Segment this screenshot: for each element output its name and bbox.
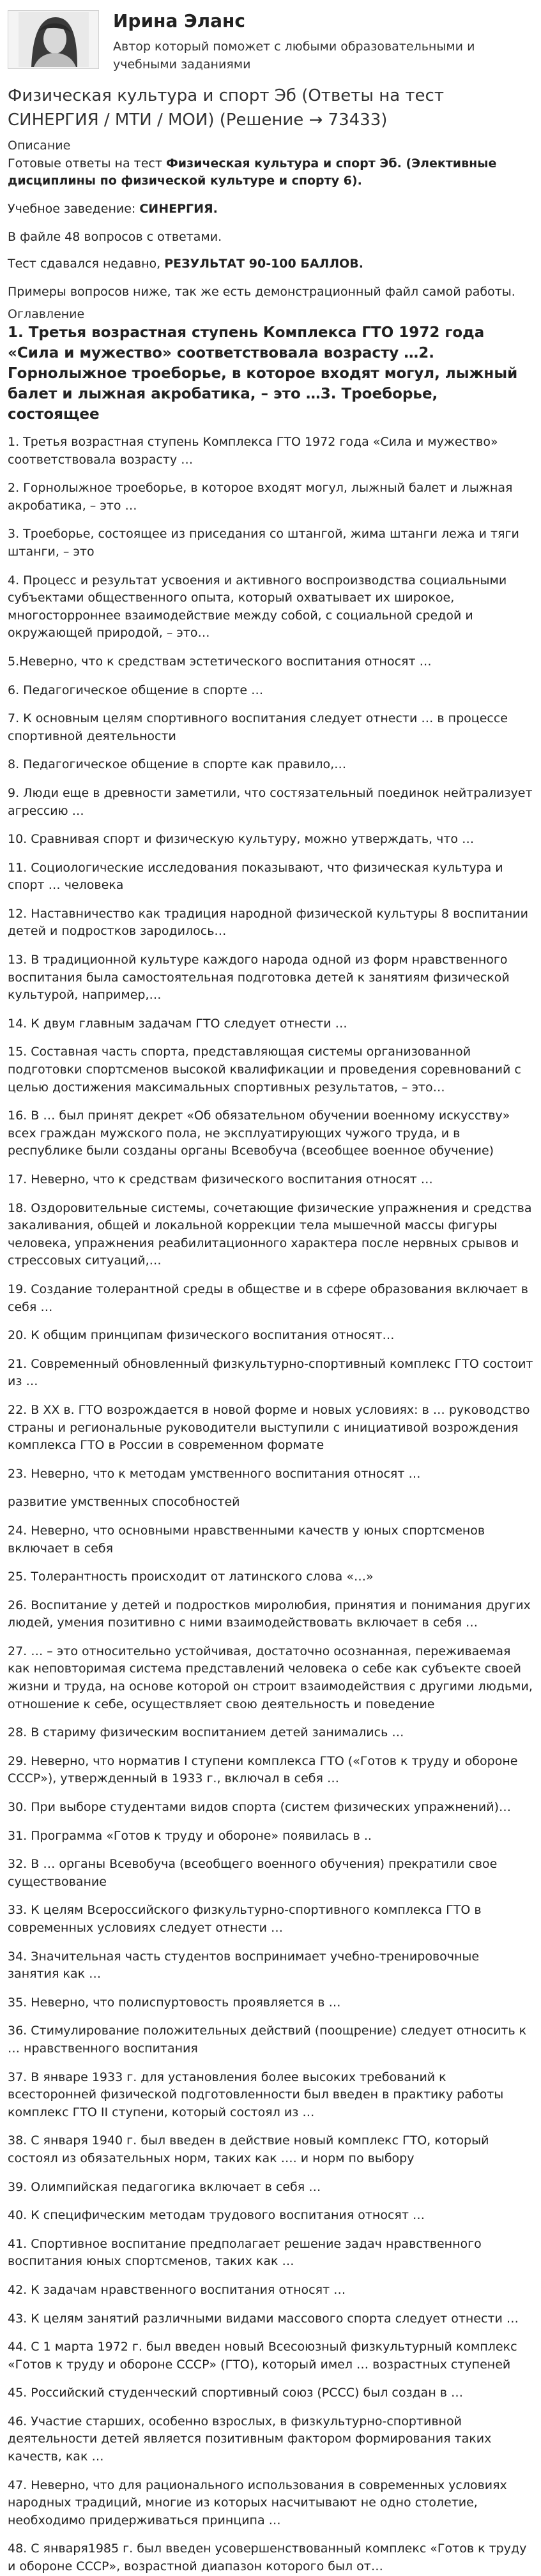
list-item: 22. В XX в. ГТО возрождается в новой форме и новых условиях: в … руководство страны и региональные руководители выступили с инициативой возрождения комплекса ГТО в России в современном формате: [8, 1402, 530, 1453]
toc-text: 1. Третья возрастная ступень Комплекса ГТО 1972 года «Сила и мужество» соответствовала возрасту …2. Горнолыжное троеборье, в которое входят могул, лыжный балет и лыжная акробатика, – это …3. Троеборье, состоящее: [8, 324, 518, 423]
question-list: [8, 434, 533, 2576]
list-item: 32. В … органы Всевобуча (всеобщего военного обучения) прекратили свое существование: [8, 1857, 498, 1889]
list-item: 45. Российский студенческий спортивный союз (РССС) был создан в …: [8, 2386, 464, 2400]
intro-description: [8, 155, 533, 190]
avatar-portrait-icon: [19, 12, 89, 67]
list-item: 9. Люди еще в древности заметили, что состязательный поединок нейтрализует агрессию …: [8, 785, 533, 818]
author-info: [113, 9, 509, 73]
list-item: 4. Процесс и результат усвоения и активного воспроизводства социальными субъектами общественного опыта, который охватывает их широкое, многосторроннее взаимодействие между собой, с социальной средой и окружающей природой, – это…: [8, 573, 507, 640]
list-item: 26. Воспитание у детей и подростков миролюбия, принятия и понимания других людей, умения позитивно с ними взаимодействовать включает в себя …: [8, 1598, 531, 1630]
list-item: 40. К специфическим методам трудового воспитания относят …: [8, 2208, 425, 2223]
list-item: 27. … – это относительно устойчивая, достаточно осознанная, переживаемая как неповторимая система представлений человека о себе как субъекте своей жизни и труда, на основе которой он строит взаимодействия с другими людьми, отношение к себе, осуществляет свою деятельность и поведение: [8, 1644, 533, 1711]
list-item: 41. Спортивное воспитание предполагает решение задач нравственного воспитания юных спортсменов, таких как …: [8, 2236, 482, 2269]
list-item: 48. С января1985 г. был введен усовершенствованный комплекс «Готов к труду и обороне СССР», возрастной диапазон которого был от…: [8, 2542, 527, 2574]
page-title: Физическая культура и спорт Эб (Ответы на тест СИНЕРГИЯ / МТИ / МОИ) (Решение → 73433): [8, 86, 444, 130]
list-item: 42. К задачам нравственного воспитания относят …: [8, 2282, 346, 2297]
list-item: 47. Неверно, что для рационального использования в современных условиях народных традиций, многие из которых насчитывают не одно столетие, необходимо придерживаться принципа …: [8, 2478, 507, 2527]
list-item: 7. К основным целям спортивного воспитания следует отнести … в процессе спортивной деятельности: [8, 711, 508, 743]
author-bio: Автор который поможет с любыми образовательными и учебными заданиями: [113, 40, 475, 72]
list-item: 24. Неверно, что основными нравственными качеств у юных спортсменов включает в себя: [8, 1523, 485, 1556]
intro-count: В файле 48 вопросов с ответами.: [8, 230, 222, 244]
list-item: 16. В … был принят декрет «Об обязательном обучении военному искусству» всех граждан мужского пола, не эксплуатирующих чужого труда, и в республике были созданы органы Всевобуча (всеобщее военное обучение): [8, 1109, 510, 1158]
list-item: 2. Горнолыжное троеборье, в которое входят могул, лыжный балет и лыжная акробатика, – это …: [8, 481, 513, 513]
intro-result-prefix: Тест сдавался недавно,: [8, 257, 165, 271]
list-item: 5.Неверно, что к средствам эстетического воспитания относят …: [8, 654, 432, 669]
intro-school: [8, 201, 533, 218]
list-item: 29. Неверно, что норматив I ступени комплекса ГТО («Готов к труду и обороне СССР»), утвержденный в 1933 г., включал в себя …: [8, 1754, 518, 1786]
toc-label: Оглавление: [8, 307, 85, 321]
list-item: 25. Толерантность происходит от латинского слова «…»: [8, 1570, 374, 1584]
intro-description-bold: Физическая культура и спорт Эб. (Элективные дисциплины по физической культуре и спорту 6).: [8, 156, 497, 188]
list-item: 20. К общим принципам физического воспитания относят…: [8, 1328, 395, 1343]
list-item: 3. Троеборье, состоящее из приседания со штангой, жима штанги лежа и тяги штанги, – это: [8, 527, 519, 559]
list-item: 30. При выборе студентами видов спорта (систем физических упражнений)…: [8, 1800, 512, 1815]
list-item: 36. Стимулирование положительных действий (поощрение) следует относить к … нравственного воспитания: [8, 2024, 527, 2056]
list-item: 23. Неверно, что к методам умственного воспитания относят …: [8, 1466, 421, 1481]
list-item: 34. Значительная часть студентов воспринимает учебно-тренировочные занятия как …: [8, 1949, 480, 1981]
list-item: 15. Составная часть спорта, представляющая системы организованной подготовки спортсменов высокой квалификации и проведения соревнований с целью достижения максимальных спортивных результатов, – это…: [8, 1045, 521, 1095]
list-item: 39. Олимпийская педагогика включает в себя …: [8, 2179, 321, 2194]
list-item: развитие умственных способностей: [8, 1495, 240, 1510]
list-item: 21. Современный обновленный физкультурно-спортивный комплекс ГТО состоит из …: [8, 1356, 533, 1389]
list-item: 19. Создание толерантной среды в обществе и в сфере образования включает в себя …: [8, 1282, 528, 1314]
list-item: 13. В традиционной культуре каждого народа одной из форм нравственного воспитания была самостоятельная подготовка детей к занятиям физической культурой, например,…: [8, 953, 510, 1003]
avatar[interactable]: [8, 10, 99, 69]
intro-result: [8, 255, 533, 273]
list-item: 43. К целям занятий различными видами массового спорта следует отнести …: [8, 2311, 519, 2326]
list-item: 8. Педагогическое общение в спорте как правило,…: [8, 757, 347, 772]
list-item: 28. В стариму физическим воспитанием детей занимались …: [8, 1725, 404, 1740]
list-item: 11. Социологические исследования показывают, что физическая культура и спорт … человека: [8, 860, 503, 893]
intro-school-bold: СИНЕРГИЯ.: [139, 202, 218, 216]
author-name[interactable]: Ирина Эланс: [113, 10, 245, 31]
intro-result-bold: РЕЗУЛЬТАТ 90-100 БАЛЛОВ.: [164, 257, 363, 271]
list-item: 6. Педагогическое общение в спорте …: [8, 683, 264, 697]
list-item: 17. Неверно, что к средствам физического воспитания относят …: [8, 1172, 433, 1186]
list-item: 31. Программа «Готов к труду и обороне» появилась в ..: [8, 1828, 372, 1843]
list-item: 1. Третья возрастная ступень Комплекса ГТО 1972 года «Сила и мужество» соответствовала возрасту …: [8, 435, 498, 467]
list-item: 18. Оздоровительные системы, сочетающие физические упражнения и средства закаливания, общей и локальной коррекции тела мышечной массы фигуры человека, упражнения реабилитационного характера после нервных срывов и стрессовых ситуаций,…: [8, 1201, 532, 1268]
list-item: 37. В январе 1933 г. для установления более высоких требований к всесторонней физической подготовленности был введен в практику работы комплекс ГТО II ступени, который состоял из …: [8, 2070, 504, 2119]
list-item: 38. С января 1940 г. был введен в действие новый комплекс ГТО, который состоял из обязательных норм, таких как …. и норм по выбору: [8, 2133, 489, 2165]
list-item: 14. К двум главным задачам ГТО следует отнести …: [8, 1016, 347, 1031]
list-item: 33. К целям Всероссийского физкультурно-спортивного комплекса ГТО в современных условиях следует отнести …: [8, 1903, 482, 1935]
intro-examples: Примеры вопросов ниже, так же есть демонстрационный файл самой работы.: [8, 285, 515, 299]
list-item: 10. Сравнивая спорт и физическую культуру, можно утверждать, что …: [8, 832, 475, 847]
list-item: 12. Наставничество как традиция народной физической культуры 8 воспитании детей и подростков зародилось…: [8, 906, 528, 939]
intro-description-prefix: Готовые ответы на тест: [8, 156, 166, 170]
description-label: Описание: [8, 139, 71, 153]
intro-school-prefix: Учебное заведение:: [8, 202, 140, 216]
list-item: 35. Неверно, что полиспуртовость проявляется в …: [8, 1995, 341, 2010]
list-item: 46. Участие старших, особенно взрослых, в физкультурно-спортивной деятельности детей является позитивным фактором формирования таких качеств, как …: [8, 2414, 492, 2464]
author-block: [8, 9, 533, 73]
list-item: 44. С 1 марта 1972 г. был введен новый Всесоюзный физкультурный комплекс «Готов к труду и обороне СССР» (ГТО), который имел … возрастных ступеней: [8, 2340, 517, 2372]
